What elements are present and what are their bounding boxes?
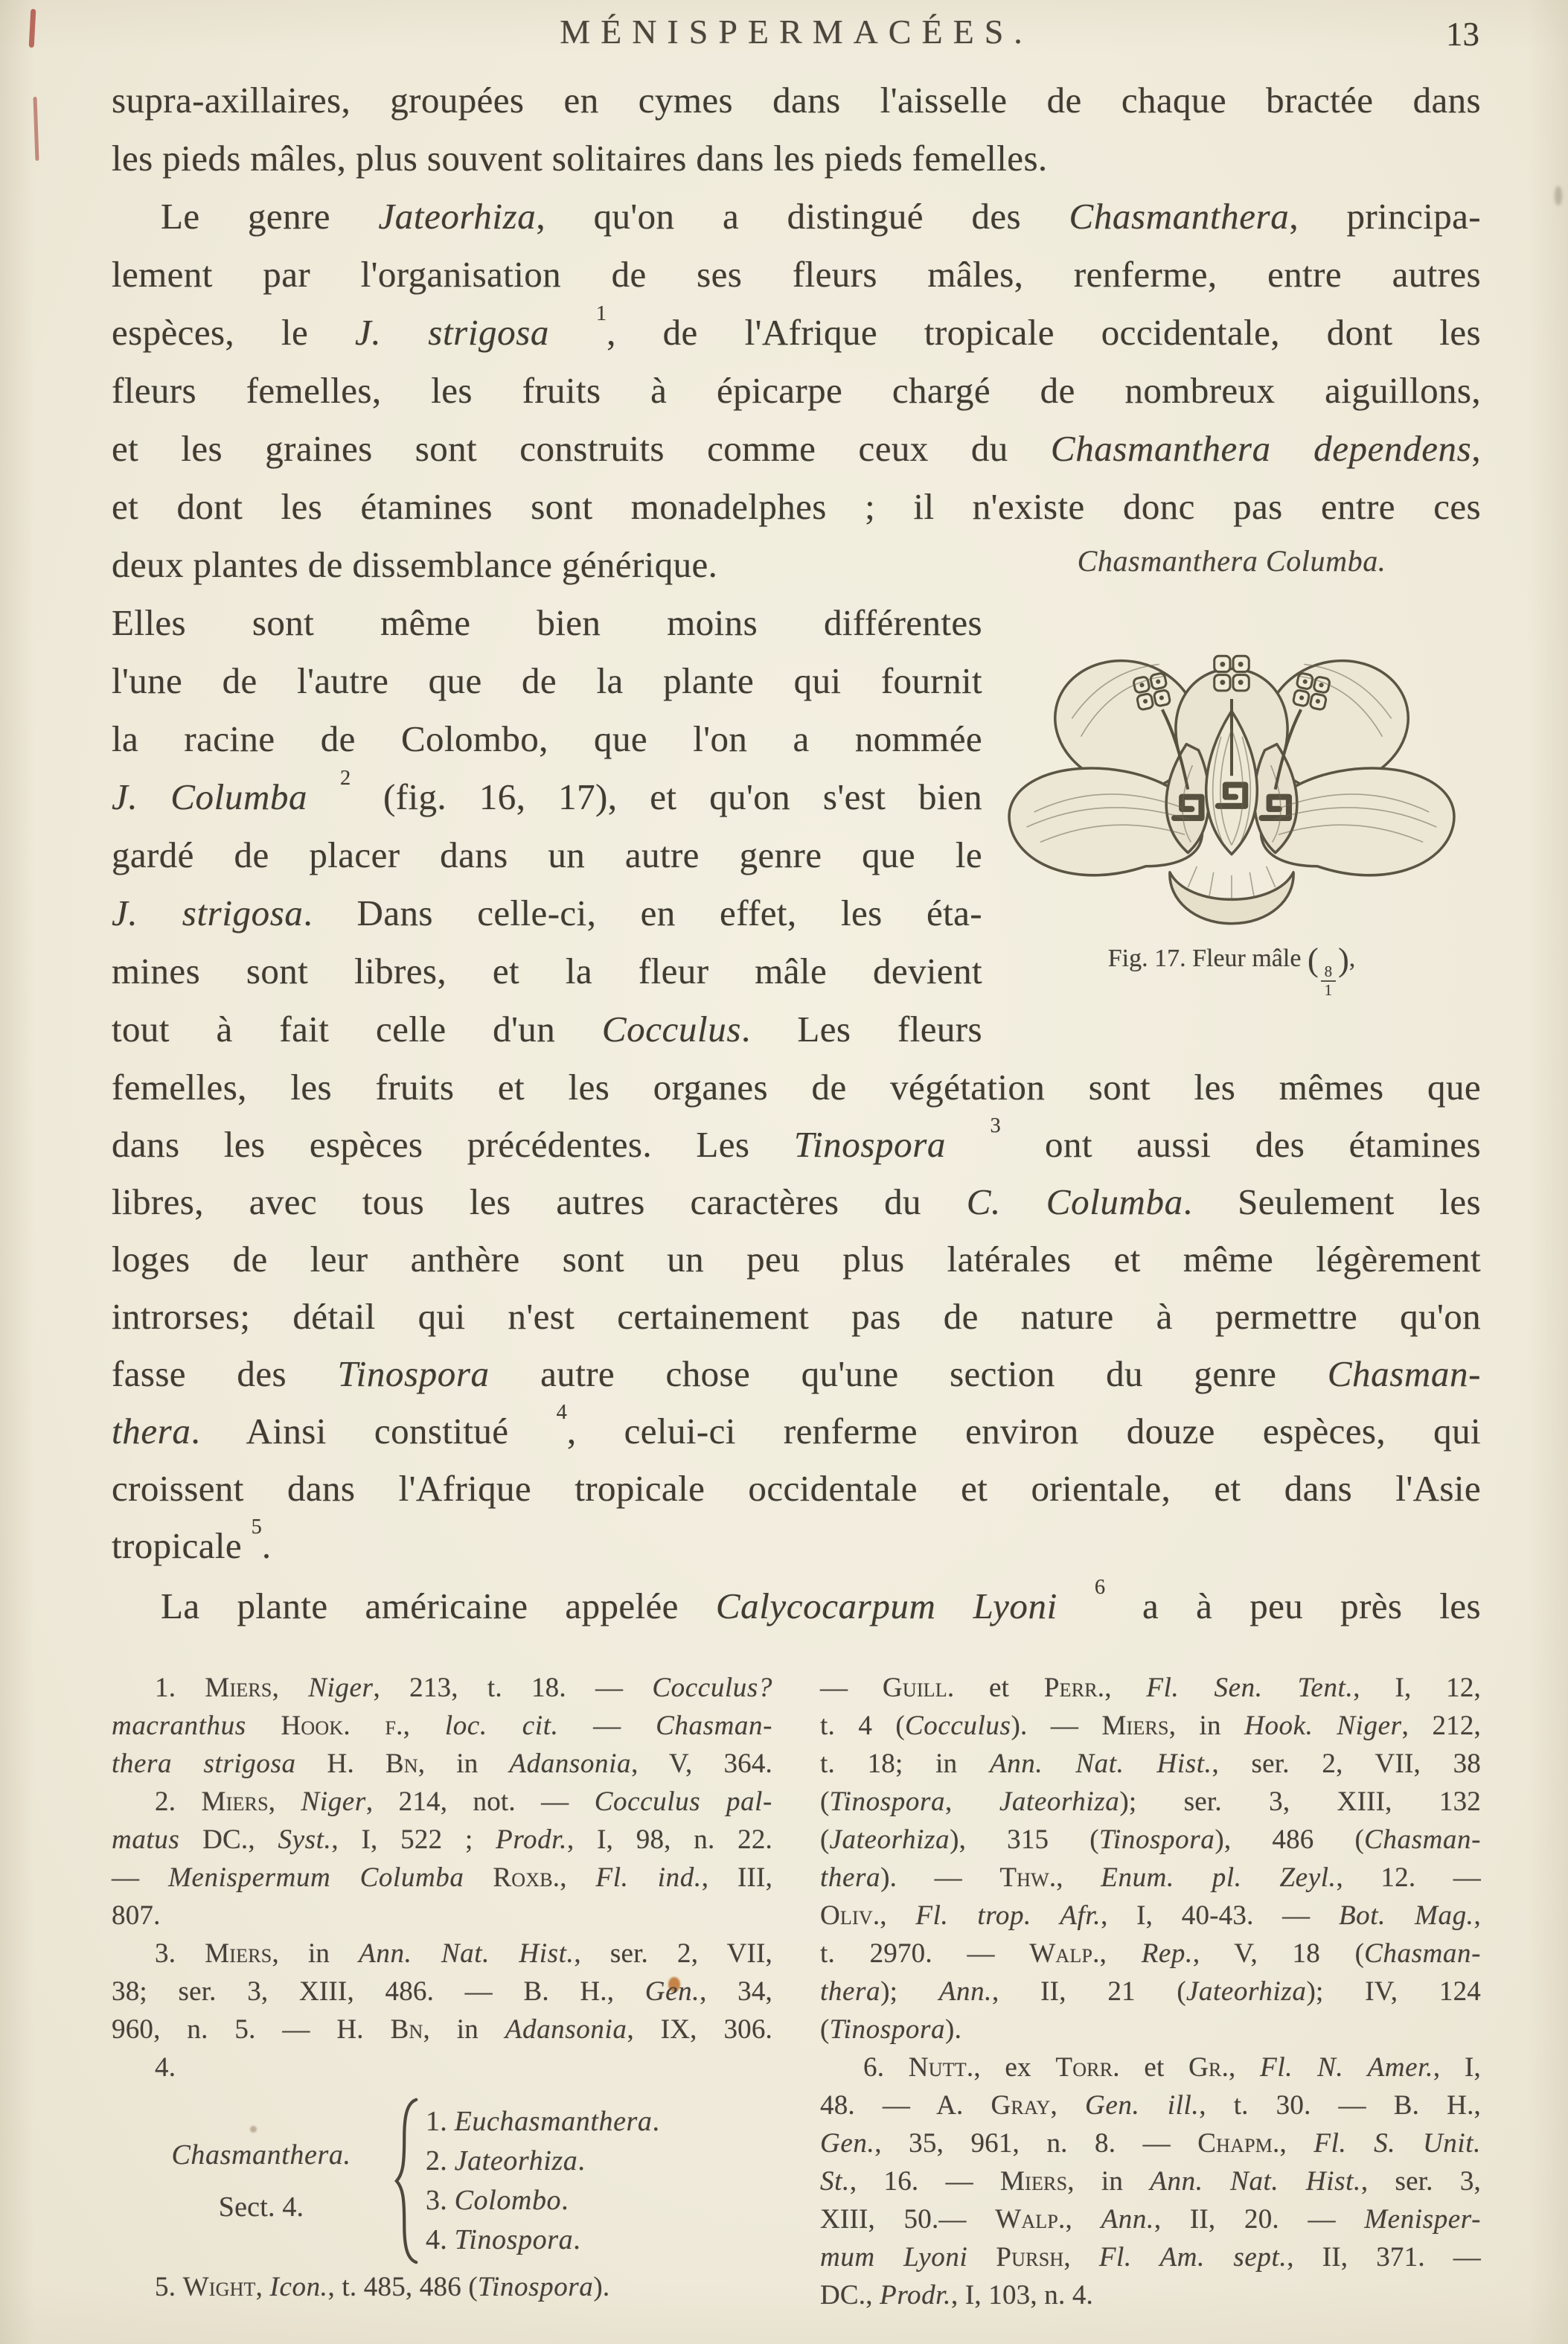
footnotes-left-column xyxy=(112,1669,772,2314)
figure-caption-open-paren: ( xyxy=(1307,942,1319,978)
text-line: introrses; détail qui n'est certainement pas de nature à permettre qu'on xyxy=(112,1296,1481,1337)
figure-heading: Chasmanthera Columba. xyxy=(1077,544,1386,578)
flower-engraving-illustration xyxy=(991,586,1473,933)
scan-artifact xyxy=(1555,186,1562,205)
paragraph-supra-axillaires xyxy=(112,71,1481,188)
text-line: la racine de Colombo, que l'on a nommée xyxy=(112,718,982,759)
text-line: tout à fait celle d'un Cocculus. Les fleurs xyxy=(112,1009,982,1050)
text-line: thera. Ainsi constitué $^4$, celui-ci renferme environ douze espèces, qui xyxy=(112,1401,1481,1452)
footnote-5 xyxy=(112,2268,772,2306)
text-line: loges de leur anthère sont un peu plus latérales et même légèrement xyxy=(112,1239,1481,1280)
wrapped-text-column xyxy=(112,536,982,1058)
text-line: les pieds mâles, plus souvent solitaires dans les pieds femelles. xyxy=(112,138,1048,179)
flower-illustration-container xyxy=(991,586,1473,936)
text-line: 38; ser. 3, XIII, 486. — B. H., Gen., 34, xyxy=(112,1976,772,2007)
figure-scale-fraction xyxy=(1321,964,1337,998)
sections-table-items xyxy=(426,2102,659,2260)
footnotes-section xyxy=(112,1669,1481,2314)
text-line: 48. — A. Gray, Gen. ill., t. 30. — B. H., xyxy=(820,2090,1481,2121)
scan-artifact xyxy=(29,9,36,48)
running-header xyxy=(112,12,1481,61)
text-line: 2. Jateorhiza. xyxy=(426,2145,586,2177)
page-number: 13 xyxy=(1446,16,1479,53)
text-line: 1. Euchasmanthera. xyxy=(426,2106,660,2137)
text-line: XIII, 50.— Walp., Ann., II, 20. — Menisper- xyxy=(820,2204,1481,2235)
text-line: croissent dans l'Afrique tropicale occidentale et orientale, et dans l'Asie xyxy=(112,1468,1481,1509)
text-line: Elles sont même bien moins différentes xyxy=(112,602,982,643)
text-line: libres, avec tous les autres caractères du C. Columba. Seulement les xyxy=(112,1181,1481,1222)
fraction-denominator: 1 xyxy=(1324,981,1333,999)
paragraph-femelles-continuation xyxy=(112,1058,1481,1574)
text-line: La plante américaine appelée Calycocarpum Lyoni $^6$ a à peu près les xyxy=(161,1576,1482,1626)
text-line: fleurs femelles, les fruits à épicarpe chargé de nombreux aiguillons, xyxy=(112,370,1481,411)
figure-17 xyxy=(982,536,1481,998)
text-line: lement par l'organisation de ses fleurs mâles, renferme, entre autres xyxy=(112,254,1481,295)
text-line: t. 18; in Ann. Nat. Hist., ser. 2, VII, 38 xyxy=(820,1749,1482,1779)
text-line: thera); Ann., II, 21 (Jateorhiza); IV, 124 xyxy=(820,1976,1482,2007)
text-line: Le genre Jateorhiza, qu'on a distingué des Chasmanthera, principa- xyxy=(161,196,1481,237)
text-line: gardé de placer dans un autre genre que le xyxy=(112,834,982,875)
chasmanthera-sections-table xyxy=(138,2097,772,2265)
figure-caption-suffix: , xyxy=(1348,945,1356,972)
sections-table-labels xyxy=(138,2139,384,2223)
text-line: J. Columba $^2$ (fig. 16, 17), et qu'on s'est bien xyxy=(112,767,983,817)
text-and-figure-row xyxy=(112,536,1481,1058)
text-line: 3. Miers, in Ann. Nat. Hist., ser. 2, VII, xyxy=(155,1938,772,1969)
sections-table-sect-label: Sect. 4. xyxy=(218,2191,304,2223)
figure-caption-close-paren: ) xyxy=(1338,942,1349,978)
text-line: femelles, les fruits et les organes de végétation sont les mêmes que xyxy=(112,1067,1481,1108)
text-line: St., 16. — Miers, in Ann. Nat. Hist., ser. 3, xyxy=(820,2166,1481,2197)
text-line: (Tinospora). xyxy=(820,2014,962,2045)
text-line: l'une de l'autre que de la plante qui fournit xyxy=(112,660,982,701)
scan-artifact xyxy=(33,97,39,161)
fraction-numerator: 8 xyxy=(1321,964,1337,982)
text-line: mines sont libres, et la fleur mâle devient xyxy=(112,951,982,991)
text-line: t. 2970. — Walp., Rep., V, 18 (Chasman- xyxy=(820,1938,1482,1969)
text-line: t. 4 (Cocculus). — Miers, in Hook. Niger, 212, xyxy=(820,1711,1482,1741)
paragraph-la-plante-americaine xyxy=(112,1577,1481,1635)
text-line: J. strigosa. Dans celle-ci, en effet, les éta- xyxy=(112,892,982,933)
sections-table-genus-label: Chasmanthera. xyxy=(171,2139,351,2171)
text-line: fasse des Tinospora autre chose qu'une section du genre Chasman- xyxy=(112,1353,1481,1394)
text-line: DC., Prodr., I, 103, n. 4. xyxy=(820,2280,1094,2311)
text-line: (Jateorhiza), 315 (Tinospora), 486 (Chasman- xyxy=(820,1824,1482,1855)
text-line: deux plantes de dissemblance générique. xyxy=(112,544,718,585)
text-line: — Menispermum Columba Roxb., Fl. ind., III, xyxy=(112,1862,773,1893)
text-line: mum Lyoni Pursh, Fl. Am. sept., II, 371. — xyxy=(820,2242,1482,2273)
figure-caption xyxy=(982,941,1481,998)
text-line: 4. Tinospora. xyxy=(426,2224,580,2255)
text-line: 3. Colombo. xyxy=(426,2185,569,2216)
text-line: espèces, le J. strigosa $^1$, de l'Afrique tropicale occidentale, dont les xyxy=(112,302,1482,353)
text-line: tropicale $^5$. xyxy=(112,1516,272,1566)
text-line: matus DC., Syst., I, 522 ; Prodr., I, 98, n. 22. xyxy=(112,1824,772,1855)
text-line: thera strigosa H. Bn, in Adansonia, V, 364. xyxy=(112,1749,773,1779)
text-line: macranthus Hook. f., loc. cit. — Chasman- xyxy=(112,1711,773,1741)
text-line: 807. xyxy=(112,1900,161,1931)
brace-glyph xyxy=(393,2097,421,2265)
text-line: 2. Miers, Niger, 214, not. — Cocculus pal- xyxy=(155,1786,772,1817)
text-line: (Tinospora, Jateorhiza); ser. 3, XIII, 132 xyxy=(820,1786,1481,1817)
text-line: 6. Nutt., ex Torr. et Gr., Fl. N. Amer., I, xyxy=(863,2052,1481,2083)
text-line: supra-axillaires, groupées en cymes dans l'aisselle de chaque bractée dans xyxy=(112,80,1481,121)
footnotes-right-lines xyxy=(820,1669,1481,2314)
text-line: 960, n. 5. — H. Bn, in Adansonia, IX, 306. xyxy=(112,2014,773,2045)
text-line: et dont les étamines sont monadelphes ; il n'existe donc pas entre ces xyxy=(112,486,1481,527)
footnotes-right-column xyxy=(820,1669,1481,2314)
text-line: — Guill. et Perr., Fl. Sen. Tent., I, 12, xyxy=(820,1673,1481,1703)
text-line: Oliv., Fl. trop. Afr., I, 40-43. — Bot. Mag., xyxy=(820,1900,1481,1931)
page-content xyxy=(112,0,1481,2314)
text-line: 1. Miers, Niger, 213, t. 18. — Cocculus? xyxy=(155,1673,773,1703)
text-line: 5. Wight, Icon., t. 485, 486 (Tinospora). xyxy=(155,2272,610,2302)
text-line: 4. xyxy=(155,2052,176,2083)
text-line: thera). — Thw., Enum. pl. Zeyl., 12. — xyxy=(820,1862,1481,1893)
text-line: dans les espèces précédentes. Les Tinospora $^3$ ont aussi des étamines xyxy=(112,1114,1481,1165)
paragraph-le-genre-jateorhiza xyxy=(112,188,1481,536)
text-line: et les graines sont construits comme ceux du Chasmanthera dependens, xyxy=(112,428,1481,469)
text-line: Gen., 35, 961, n. 8. — Chapm., Fl. S. Unit. xyxy=(820,2128,1481,2159)
figure-caption-text: Fig. 17. Fleur mâle xyxy=(1107,945,1302,972)
page-title: MÉNISPERMACÉES. xyxy=(560,13,1033,51)
footnotes-left-lines xyxy=(112,1669,772,2086)
